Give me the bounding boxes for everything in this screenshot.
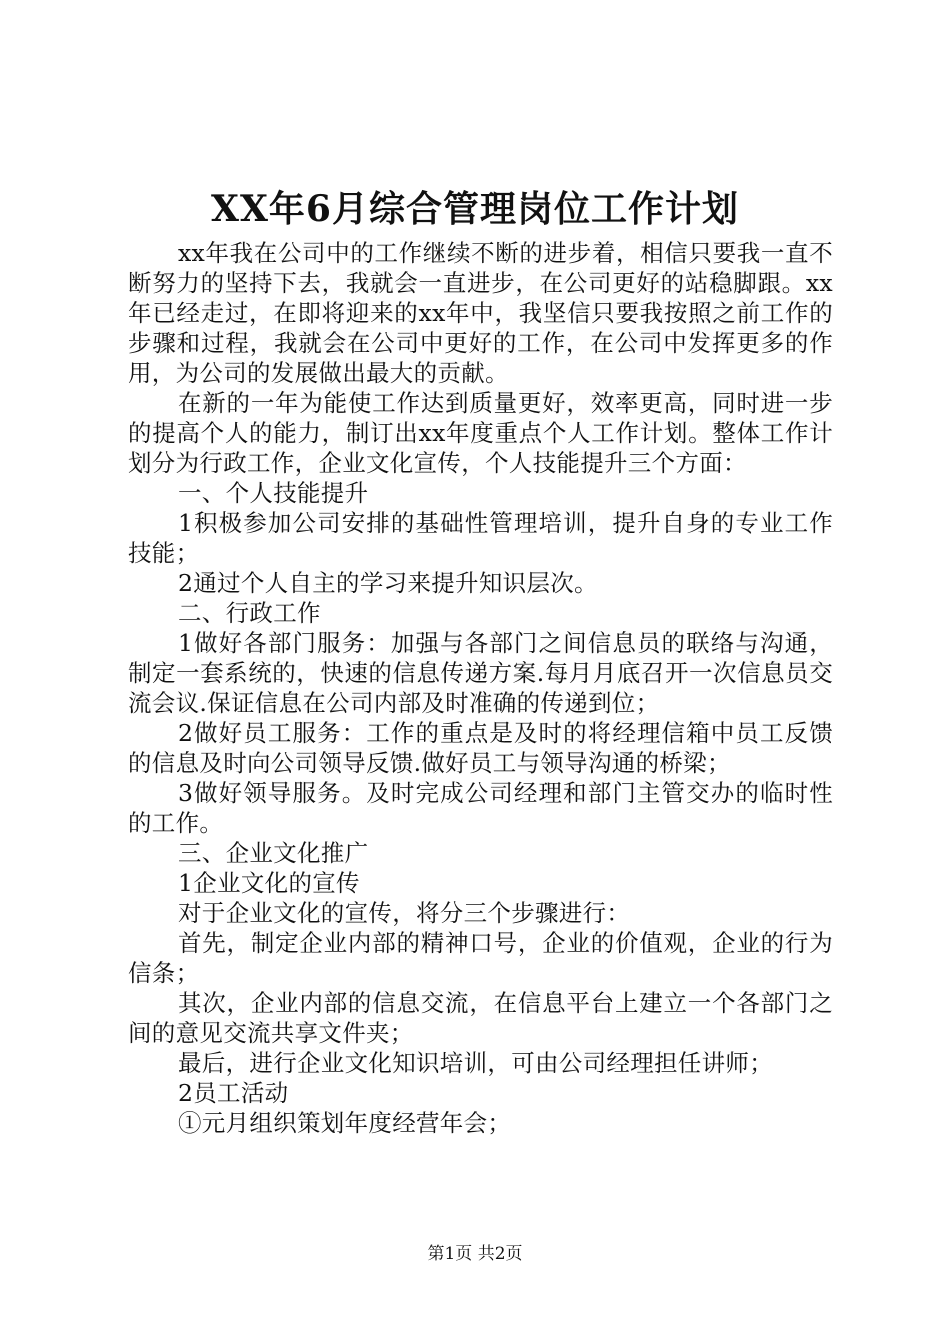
document-title: XX年6月综合管理岗位工作计划	[211, 188, 739, 230]
section-heading-skills: 一、个人技能提升	[178, 479, 369, 507]
list-item: 2做好员工服务：工作的重点是及时的将经理信箱中员工反馈的信息及时向公司领导反馈.做好员工与领导沟通的桥梁；	[128, 719, 833, 777]
list-item: 2通过个人自主的学习来提升知识层次。	[178, 569, 598, 597]
list-item: 首先，制定企业内部的精神口号，企业的价值观，企业的行为信条；	[128, 929, 833, 987]
list-item: 对于企业文化的宣传，将分三个步骤进行：	[178, 899, 631, 927]
subsection-heading: 2员工活动	[178, 1079, 289, 1107]
list-item: 最后，进行企业文化知识培训，可由公司经理担任讲师；	[178, 1049, 773, 1077]
list-item: 其次，企业内部的信息交流，在信息平台上建立一个各部门之间的意见交流共享文件夹；	[128, 989, 833, 1047]
list-item: 1积极参加公司安排的基础性管理培训，提升自身的专业工作技能；	[128, 509, 833, 567]
section-heading-admin: 二、行政工作	[178, 599, 321, 627]
section-heading-culture: 三、企业文化推广	[178, 839, 369, 867]
list-item: 3做好领导服务。及时完成公司经理和部门主管交办的临时性的工作。	[128, 779, 833, 837]
paragraph-overview: 在新的一年为能使工作达到质量更好，效率更高，同时进一步的提高个人的能力，制订出xx年度重点个人工作计划。整体工作计划分为行政工作，企业文化宣传，个人技能提升三个方面：	[128, 389, 833, 477]
document-body	[128, 238, 833, 1138]
list-item: 1做好各部门服务：加强与各部门之间信息员的联络与沟通，制定一套系统的，快速的信息传递方案.每月月底召开一次信息员交流会议.保证信息在公司内部及时准确的传递到位；	[128, 629, 833, 717]
subsection-heading: 1企业文化的宣传	[178, 869, 360, 897]
paragraph-intro: xx年我在公司中的工作继续不断的进步着，相信只要我一直不断努力的坚持下去，我就会一直进步，在公司更好的站稳脚跟。xx年已经走过，在即将迎来的xx年中，我坚信只要我按照之前工作的步骤和过程，我就会在公司中更好的工作，在公司中发挥更多的作用，为公司的发展做出最大的贡献。	[128, 239, 833, 387]
page-number-footer: 第1页 共2页	[427, 1244, 523, 1264]
list-item: ①元月组织策划年度经营年会；	[178, 1109, 512, 1137]
